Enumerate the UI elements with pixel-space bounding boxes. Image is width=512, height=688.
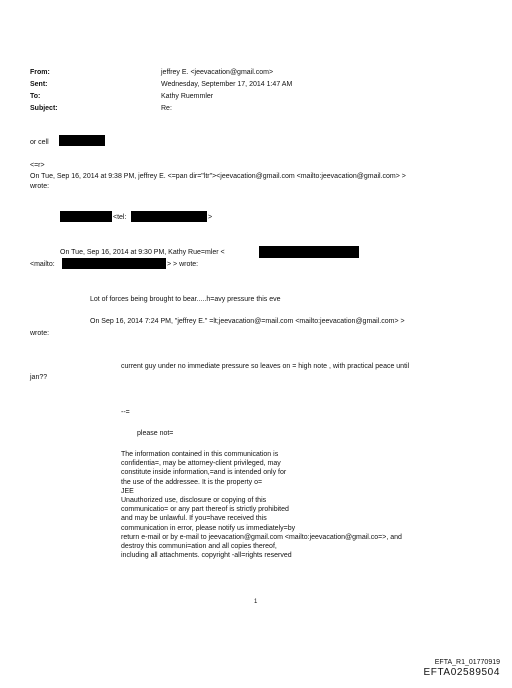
disclaimer-line: confidentia=, may be attorney-client privileged, may: [121, 460, 281, 468]
redaction-block: [62, 258, 166, 269]
to-label: To:: [30, 93, 41, 100]
page-number: 1: [254, 599, 258, 605]
disclaimer-line: The information contained in this communication is: [121, 451, 279, 458]
from-label: From:: [30, 69, 50, 76]
sent-label: Sent:: [30, 81, 48, 88]
disclaimer-line: destroy this communi=ation and all copies thereof,: [121, 543, 277, 551]
to-value: Kathy Ruemmler: [161, 93, 214, 100]
quote2-mailto: <mailto:: [30, 261, 55, 268]
current-guy-text: current guy under no immediate pressure so leaves on = high note , with practical peace until: [121, 363, 410, 370]
tel-close: >: [208, 214, 213, 221]
footer-id-secondary: EFTA02589504: [423, 667, 500, 678]
disclaimer-line: including all attachments. copyright -all=rights reserved: [121, 552, 292, 560]
please-note-text: please not=: [137, 430, 174, 437]
subject-value: Re:: [161, 105, 172, 112]
footer-id-primary: EFTA_R1_01770919: [434, 659, 500, 666]
quote1-line1: On Tue, Sep 16, 2014 at 9:38 PM, jeffrey E. <=pan dir="ltr"><jeevacation@gmail.com <mailto:jeevacation@gmail.com> >: [30, 173, 406, 180]
disclaimer-line: JEE: [121, 487, 134, 495]
subject-label: Subject:: [30, 105, 58, 112]
quote2-line1: On Tue, Sep 16, 2014 at 9:30 PM, Kathy Rue=mler <: [60, 249, 225, 256]
quote2-wrote: > > wrote:: [167, 261, 199, 268]
redaction-block: [259, 246, 359, 258]
redaction-block: [60, 211, 112, 222]
disclaimer-line: return e-mail or by e-mail to jeevacation@gmail.com <mailto:jeevacation@gmail.co=>, and: [121, 533, 402, 541]
quote1-line2: wrote:: [30, 183, 50, 190]
disclaimer-line: communication in error, please notify us immediately=by: [121, 524, 296, 532]
sent-value: Wednesday, September 17, 2014 1:47 AM: [161, 81, 293, 88]
forces-text: Lot of forces being brought to bear.....h=avy pressure this eve: [90, 296, 281, 303]
or-cell-text: or cell: [30, 139, 49, 146]
disclaimer-line: communicatio= or any part thereof is strictly prohibited: [121, 506, 289, 514]
tel-text: <tel:: [113, 214, 127, 221]
redaction-block: [59, 135, 105, 146]
disclaimer-line: constitute inside information,=and is intended only for: [121, 469, 287, 477]
quote3-line1: On Sep 16, 2014 7:24 PM, "jeffrey E." =lt;jeevacation@=mail.com <mailto:jeevacation@gmail.com> >: [90, 318, 405, 325]
disclaimer-paragraph: [121, 450, 402, 560]
disclaimer-line: and may be unlawful. If you=have received this: [121, 515, 267, 523]
disclaimer-line: Unauthorized use, disclosure or copying of this: [121, 497, 267, 505]
jan-text: jan??: [30, 374, 48, 381]
quote3-wrote: wrote:: [30, 330, 50, 337]
redaction-block: [131, 211, 207, 222]
separator-text: --=: [121, 409, 130, 416]
br-tag-text: <=r>: [30, 162, 45, 169]
from-value: jeffrey E. <jeevacation@gmail.com>: [161, 69, 274, 76]
disclaimer-line: the use of the addressee. It is the property o=: [121, 478, 263, 486]
